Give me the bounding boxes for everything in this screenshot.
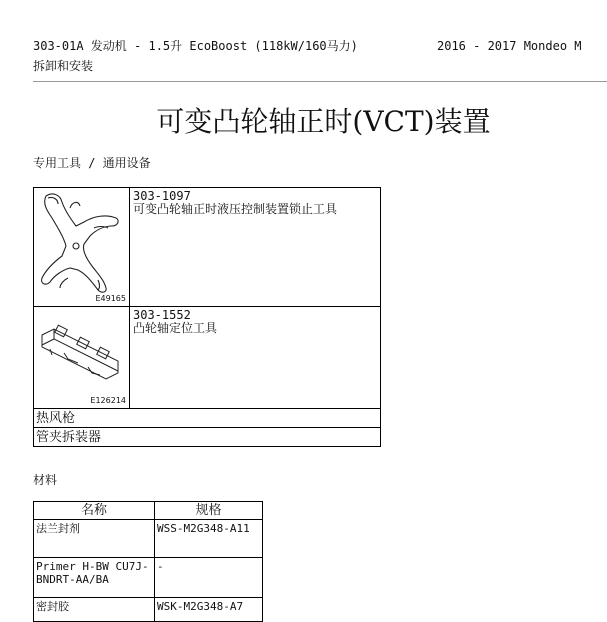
materials-row	[34, 598, 263, 622]
materials-header-row	[34, 502, 263, 520]
tool-info-cell	[130, 188, 381, 307]
page-title: 可变凸轮轴正时(VCT)装置	[156, 105, 491, 138]
tool-number: 303-1097	[133, 189, 191, 203]
tool-description: 凸轮轴定位工具	[133, 321, 218, 335]
camshaft-alignment-tool-illustration	[34, 307, 129, 408]
tool-number: 303-1552	[133, 308, 191, 322]
materials-row	[34, 558, 263, 598]
header-section-info	[33, 36, 358, 76]
material-name: 密封胶	[34, 598, 155, 622]
tool-description: 可变凸轮轴正时液压控制装置锁止工具	[133, 202, 338, 216]
equipment-item: 热风枪	[34, 409, 381, 428]
tool-row	[34, 188, 381, 307]
material-spec: -	[155, 558, 263, 598]
tool-image-code: E49165	[95, 294, 126, 303]
tools-section-label: 专用工具 / 通用设备	[33, 156, 151, 170]
equipment-row	[34, 409, 381, 428]
tool-image-code: E126214	[90, 396, 126, 405]
material-spec: WSK-M2G348-A7	[155, 598, 263, 622]
tools-table	[33, 187, 381, 447]
column-header-spec: 规格	[155, 502, 263, 520]
material-name: 法兰封剂	[34, 520, 155, 558]
materials-table	[33, 501, 263, 622]
header-model-year: 2016 - 2017 Mondeo M	[437, 39, 582, 53]
column-header-name: 名称	[34, 502, 155, 520]
header-divider	[33, 81, 607, 82]
header-procedure-type: 拆卸和安装	[33, 59, 94, 73]
tool-image-cell	[34, 188, 130, 307]
materials-section-label: 材料	[33, 473, 58, 487]
tool-info-cell	[130, 307, 381, 409]
materials-row	[34, 520, 263, 558]
equipment-item: 管夹拆装器	[34, 428, 381, 447]
header-section-title: 303-01A 发动机 - 1.5升 EcoBoost (118kW/160马力)	[33, 39, 358, 53]
tool-image-cell	[34, 307, 130, 409]
equipment-row	[34, 428, 381, 447]
material-name: Primer H-BW CU7J-BNDRT-AA/BA	[34, 558, 155, 598]
material-spec: WSS-M2G348-A11	[155, 520, 263, 558]
tool-row	[34, 307, 381, 409]
vct-locking-tool-illustration	[34, 188, 129, 306]
